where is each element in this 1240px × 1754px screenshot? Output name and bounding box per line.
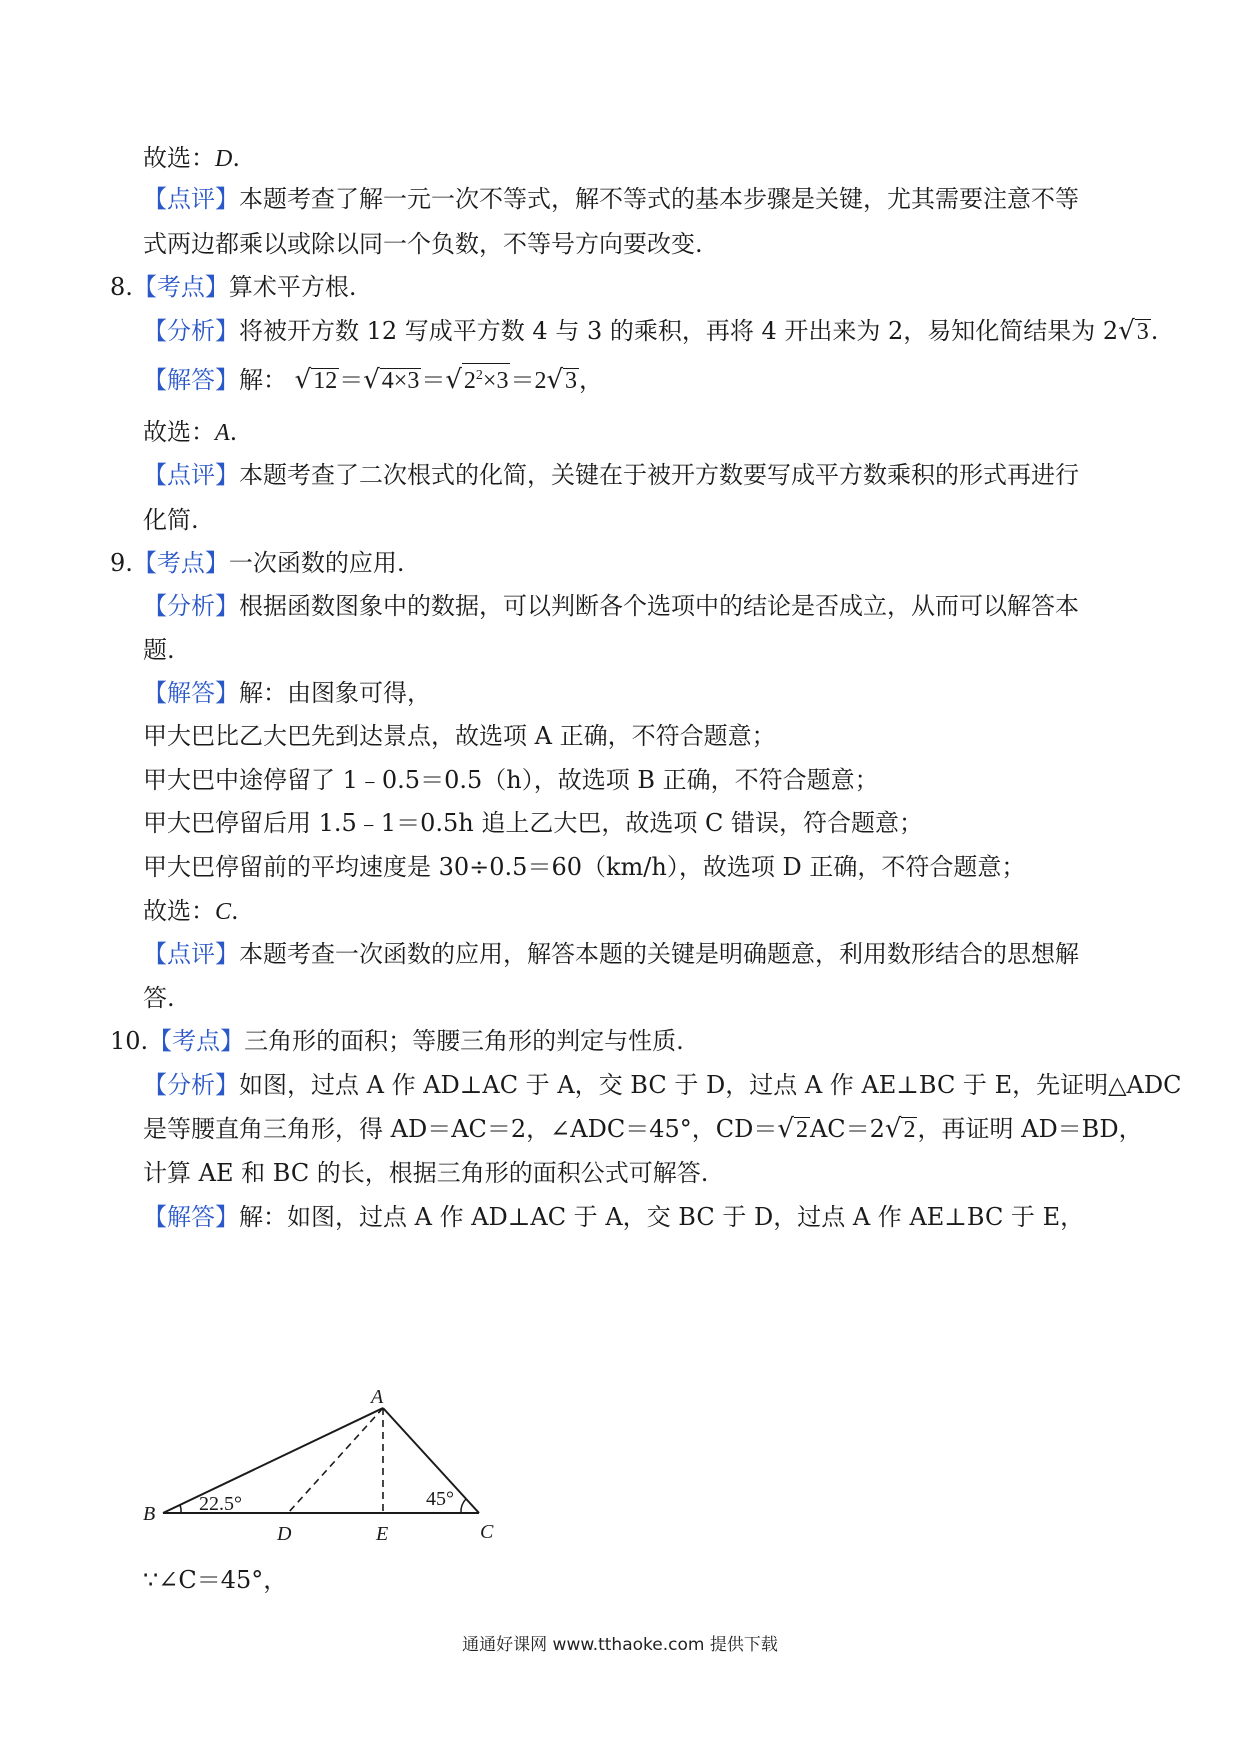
q7-comment-line2: 式两边都乘以或除以同一个负数，不等号方向要改变. [143, 230, 703, 258]
q9-analysis-line2: 题. [143, 636, 175, 664]
angle-b-arc [180, 1505, 181, 1513]
label-b: B [143, 1503, 156, 1525]
comment-tag: 【点评】 [143, 185, 239, 213]
q7-choose: 故选：D. [143, 144, 240, 172]
q10-because: ∵∠C＝45°， [143, 1566, 288, 1594]
q9-comment-line2: 答. [143, 984, 175, 1012]
q9-line-c: 甲大巴停留后用 1.5﹣1＝0.5h 追上乙大巴，故选项 C 错误，符合题意； [143, 809, 923, 837]
angle-c-arc [461, 1499, 466, 1513]
q9-line-b: 甲大巴中途停留了 1﹣0.5＝0.5（h），故选项 B 正确，不符合题意； [143, 766, 879, 794]
segment-ad [288, 1408, 383, 1513]
q10-analysis-line2: 是等腰直角三角形，得 AD＝AC＝2，∠ADC＝45°，CD＝√2AC＝2√2，再证明 AD＝BD， [143, 1114, 1143, 1144]
q8-comment-line1: 【点评】本题考查了二次根式的化简，关键在于被开方数要写成平方数乘积的形式再进行 [143, 461, 1079, 489]
q10-kaodian: 10.【考点】三角形的面积；等腰三角形的判定与性质. [110, 1027, 684, 1055]
label-a: A [371, 1388, 384, 1408]
q9-line-a: 甲大巴比乙大巴先到达景点，故选项 A 正确，不符合题意； [143, 722, 776, 750]
q9-kaodian: 9.【考点】一次函数的应用. [110, 549, 405, 577]
label-c: C [480, 1521, 494, 1543]
q8-solution: 【解答】解： $√12=√4\times 3=√2^2\times 3=2√3$， [143, 365, 604, 395]
label-e: E [376, 1523, 389, 1545]
q9-choose: 故选：C. [143, 897, 239, 925]
page-footer: 通通好课网 www.tthaoke.com 提供下载 [462, 1635, 778, 1655]
q10-analysis-line3: 计算 AE 和 BC 的长，根据三角形的面积公式可解答. [143, 1159, 709, 1187]
q8-comment-line2: 化简. [143, 506, 199, 534]
q10-analysis-line1: 【分析】如图，过点 A 作 AD⊥AC 于 A，交 BC 于 D，过点 A 作 AE⊥BC 于 E，先证明△ADC [143, 1071, 1182, 1099]
q10-solution: 【解答】解：如图，过点 A 作 AD⊥AC 于 A，交 BC 于 D，过点 A 作 AE⊥BC 于 E， [143, 1203, 1085, 1231]
angle-b-label: 22.5° [199, 1493, 242, 1515]
q8-kaodian: 8.【考点】算术平方根. [110, 273, 357, 301]
q9-line-d: 甲大巴停留前的平均速度是 30÷0.5＝60（km/h），故选项 D 正确，不符合题意； [143, 853, 1026, 881]
segment-ab [163, 1408, 383, 1513]
triangle-figure [135, 1388, 555, 1548]
q9-solution: 【解答】解：由图象可得， [143, 679, 431, 707]
q9-comment-line1: 【点评】本题考查一次函数的应用，解答本题的关键是明确题意，利用数形结合的思想解 [143, 940, 1079, 968]
q8-analysis: 【分析】将被开方数 12 写成平方数 4 与 3 的乘积，再将 4 开出来为 2，易知化简结果为 2√3. [143, 316, 1159, 346]
angle-c-label: 45° [426, 1488, 454, 1510]
q9-analysis-line1: 【分析】根据函数图象中的数据，可以判断各个选项中的结论是否成立，从而可以解答本 [143, 592, 1079, 620]
q8-choose: 故选：A. [143, 418, 238, 446]
q7-comment-line1: 【点评】本题考查了解一元一次不等式，解不等式的基本步骤是关键，尤其需要注意不等 [143, 185, 1079, 213]
label-d: D [277, 1523, 292, 1545]
